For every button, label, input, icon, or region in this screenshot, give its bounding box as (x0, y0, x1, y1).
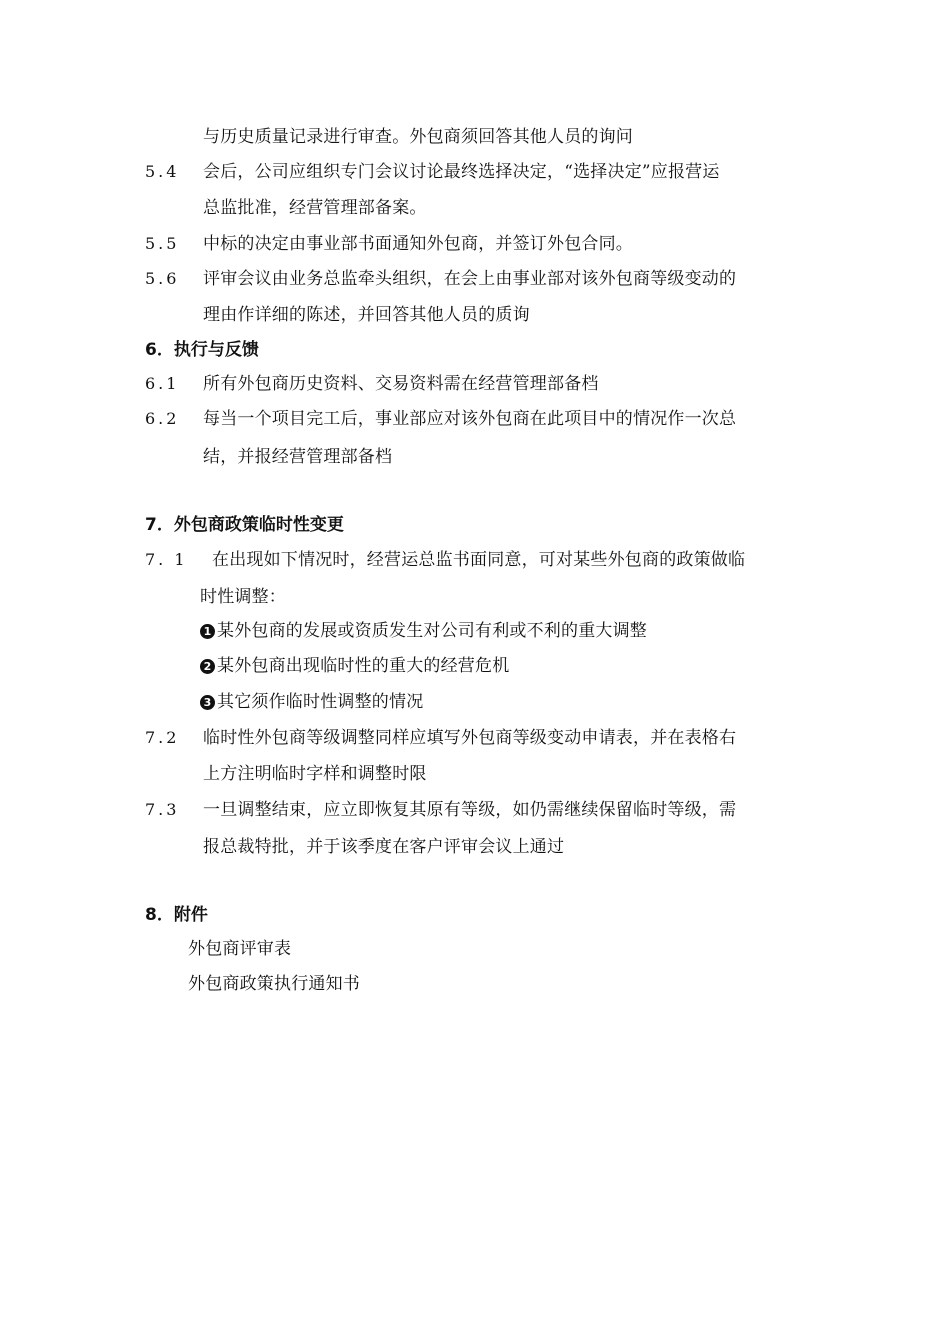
clause-6-1-line-1: 所有外包商历史资料、交易资料需在经营管理部备档 (203, 374, 599, 394)
clause-number-5-5: 5.5 (145, 234, 180, 253)
circled-number-icon: 2 (200, 659, 215, 674)
clause-5-4-line-2: 总监批准，经营管理部备案。 (203, 198, 427, 218)
clause-number-7-1: 7. 1 (145, 550, 188, 569)
clause-6-2-line-1: 每当一个项目完工后，事业部应对该外包商在此项目中的情况作一次总 (203, 409, 737, 429)
section7-heading: 7．外包商政策临时性变更 (145, 515, 344, 535)
clause-5-5-line-1: 中标的决定由事业部书面通知外包商，并签订外包合同。 (203, 234, 633, 254)
clause-7-1-line-2: 时性调整： (200, 587, 286, 607)
clause-7-3-line-2: 报总裁特批，并于该季度在客户评审会议上通过 (203, 837, 565, 857)
bullet-text: 某外包商的发展或资质发生对公司有利或不利的重大调整 (217, 621, 647, 641)
bullet-text: 其它须作临时性调整的情况 (217, 692, 424, 712)
section8-heading: 8．附件 (145, 905, 208, 925)
bullet-text: 某外包商出现临时性的重大的经营危机 (217, 656, 510, 676)
clause-number-7-3: 7.3 (145, 800, 180, 819)
clause-5-6-line-1: 评审会议由业务总监牵头组织，在会上由事业部对该外包商等级变动的 (203, 269, 737, 289)
clause-number-5-6: 5.6 (145, 269, 180, 288)
clause-7-2-line-1: 临时性外包商等级调整同样应填写外包商等级变动申请表，并在表格右 (203, 728, 737, 748)
clause-7-1-line-1: 在出现如下情况时，经营运总监书面同意，可对某些外包商的政策做临 (212, 550, 746, 570)
circled-number-icon: 3 (200, 695, 215, 710)
clause-number-6-1: 6.1 (145, 374, 180, 393)
clause-number-6-2: 6.2 (145, 409, 180, 428)
bullet-item (200, 691, 423, 713)
section5-continued-text: 与历史质量记录进行审查。外包商须回答其他人员的询问 (203, 127, 633, 147)
section6-heading: 6．执行与反馈 (145, 340, 259, 360)
bullet-item (200, 620, 647, 642)
clause-7-3-line-1: 一旦调整结束，应立即恢复其原有等级，如仍需继续保留临时等级，需 (203, 800, 737, 820)
attachment-item: 外包商政策执行通知书 (188, 974, 360, 994)
clause-5-4-line-1: 会后，公司应组织专门会议讨论最终选择决定，“选择决定”应报营运 (203, 162, 720, 182)
clause-7-2-line-2: 上方注明临时字样和调整时限 (203, 764, 427, 784)
attachment-item: 外包商评审表 (188, 939, 292, 959)
clause-6-2-line-2: 结，并报经营管理部备档 (203, 447, 393, 467)
bullet-item (200, 655, 509, 677)
circled-number-icon: 1 (200, 624, 215, 639)
clause-number-5-4: 5.4 (145, 162, 180, 181)
clause-number-7-2: 7.2 (145, 728, 180, 747)
clause-5-6-line-2: 理由作详细的陈述，并回答其他人员的质询 (203, 305, 530, 325)
